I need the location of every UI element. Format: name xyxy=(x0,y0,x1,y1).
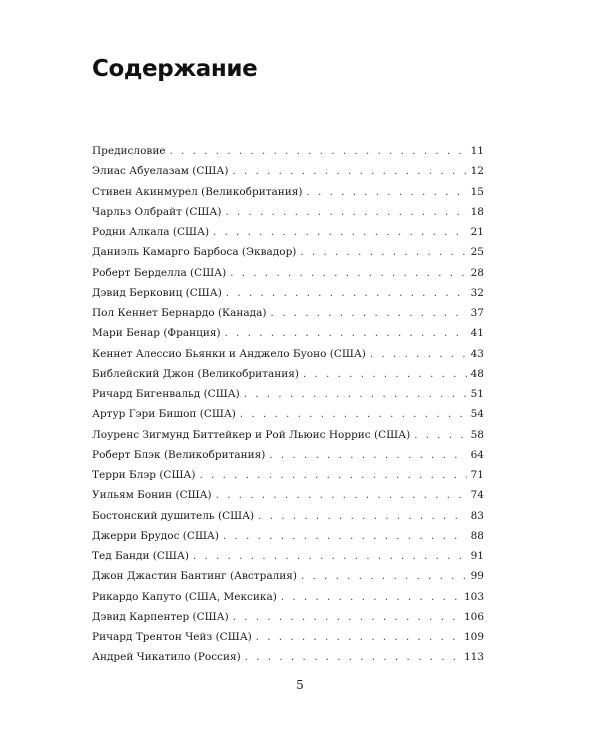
dot-leader xyxy=(303,365,467,385)
toc-entry-title: Андрей Чикатило (Россия) xyxy=(92,651,241,664)
dot-leader xyxy=(240,405,467,425)
toc-entry-page: 25 xyxy=(470,246,484,259)
dot-leader xyxy=(244,385,467,405)
toc-entry xyxy=(92,364,484,384)
dot-leader xyxy=(170,142,467,162)
toc-entry-title: Дэвид Берковиц (США) xyxy=(92,286,222,299)
toc-entry-title: Родни Алкала (США) xyxy=(92,226,210,238)
toc-entry xyxy=(92,485,484,505)
toc-entry xyxy=(92,242,484,262)
toc-entry xyxy=(92,445,484,465)
toc-entry xyxy=(92,263,484,283)
toc-entry xyxy=(92,627,484,647)
toc-entry xyxy=(92,283,484,303)
dot-leader xyxy=(301,567,467,587)
toc-entry-title: Предисловие xyxy=(92,145,166,157)
toc-entry-title: Дэвид Карпентер (США) xyxy=(92,610,229,623)
toc-entry xyxy=(92,607,484,627)
toc-entry-title: Роберт Блэк (Великобритания) xyxy=(92,448,266,461)
toc-entry xyxy=(92,404,484,424)
toc-entry xyxy=(92,384,484,404)
toc-entry xyxy=(92,647,484,667)
page-number: 5 xyxy=(296,678,304,692)
dot-leader xyxy=(216,486,467,506)
page-title: Содержание xyxy=(92,56,258,82)
toc-entry-page: 91 xyxy=(470,550,484,562)
dot-leader xyxy=(213,223,467,243)
toc-entry-page: 37 xyxy=(470,307,484,319)
toc-entry-page: 15 xyxy=(470,185,484,198)
toc-entry xyxy=(92,303,484,323)
dot-leader xyxy=(193,547,467,567)
dot-leader xyxy=(225,203,466,223)
toc-entry-title: Джон Джастин Бантинг (Австралия) xyxy=(92,570,297,583)
toc-entry-page: 51 xyxy=(470,388,484,400)
table-of-contents xyxy=(92,141,484,668)
toc-entry xyxy=(92,425,484,445)
dot-leader xyxy=(225,324,467,344)
toc-entry-page: 58 xyxy=(470,428,484,441)
toc-entry-page: 54 xyxy=(470,408,484,421)
toc-entry-title: Терри Блэр (США) xyxy=(92,469,196,481)
toc-entry xyxy=(92,202,484,222)
toc-entry xyxy=(92,566,484,586)
toc-entry-page: 103 xyxy=(463,590,484,603)
toc-entry-page: 64 xyxy=(470,448,484,461)
toc-entry-page: 18 xyxy=(470,205,484,218)
toc-entry-title: Даниэль Камарго Барбоса (Эквадор) xyxy=(92,246,297,259)
toc-entry xyxy=(92,506,484,526)
dot-leader xyxy=(370,345,467,365)
toc-entry-title: Ричард Трентон Чейз (США) xyxy=(92,631,252,643)
toc-entry xyxy=(92,182,484,202)
toc-entry-title: Уильям Бонин (США) xyxy=(92,489,212,502)
toc-entry-title: Мари Бенар (Франция) xyxy=(92,327,221,340)
toc-entry-page: 11 xyxy=(470,145,484,157)
dot-leader xyxy=(256,628,460,648)
dot-leader xyxy=(233,608,460,628)
dot-leader xyxy=(307,183,467,203)
dot-leader xyxy=(199,466,466,486)
toc-entry xyxy=(92,222,484,242)
toc-entry-page: 106 xyxy=(463,610,484,623)
dot-leader xyxy=(232,162,466,182)
dot-leader xyxy=(230,264,466,284)
toc-entry-page: 83 xyxy=(470,509,484,522)
dot-leader xyxy=(223,527,467,547)
toc-entry-title: Ричард Бигенвальд (США) xyxy=(92,388,240,400)
toc-entry-title: Артур Гэри Бишоп (США) xyxy=(92,408,236,421)
toc-entry-page: 12 xyxy=(470,165,484,178)
toc-entry-title: Элиас Абуелазам (США) xyxy=(92,165,229,178)
toc-entry-page: 41 xyxy=(470,327,484,340)
toc-entry-title: Рикардо Капуто (США, Мексика) xyxy=(92,590,277,603)
toc-entry xyxy=(92,465,484,485)
toc-entry-page: 28 xyxy=(470,266,484,279)
toc-entry xyxy=(92,526,484,546)
toc-entry xyxy=(92,323,484,343)
dot-leader xyxy=(269,446,466,466)
dot-leader xyxy=(281,588,460,608)
toc-entry-page: 43 xyxy=(470,347,484,360)
dot-leader xyxy=(258,507,466,527)
toc-entry-title: Джерри Брудос (США) xyxy=(92,529,219,542)
toc-entry-page: 48 xyxy=(470,367,484,380)
toc-entry-title: Библейский Джон (Великобритания) xyxy=(92,367,299,380)
toc-entry-title: Кеннет Алессио Бьянки и Анджело Буоно (США) xyxy=(92,347,366,360)
toc-entry-title: Лоуренс Зигмунд Биттейкер и Рой Льюис Норрис (США) xyxy=(92,428,411,441)
dot-leader xyxy=(271,304,467,324)
toc-entry-title: Стивен Акинмурел (Великобритания) xyxy=(92,185,303,198)
toc-entry-page: 32 xyxy=(470,286,484,299)
toc-entry-title: Чарльз Олбрайт (США) xyxy=(92,205,222,218)
dot-leader xyxy=(245,648,460,668)
toc-entry-page: 113 xyxy=(463,651,484,664)
toc-entry-page: 71 xyxy=(470,469,484,481)
toc-entry-title: Тед Банди (США) xyxy=(92,550,189,562)
toc-entry xyxy=(92,546,484,566)
toc-entry-title: Роберт Берделла (США) xyxy=(92,266,227,279)
toc-entry-title: Пол Кеннет Бернардо (Канада) xyxy=(92,307,267,319)
toc-entry-title: Бостонский душитель (США) xyxy=(92,509,255,522)
toc-entry xyxy=(92,344,484,364)
toc-entry xyxy=(92,587,484,607)
toc-entry-page: 74 xyxy=(470,489,484,502)
toc-entry-page: 88 xyxy=(470,529,484,542)
dot-leader xyxy=(300,243,466,263)
dot-leader xyxy=(414,426,466,446)
dot-leader xyxy=(226,284,467,304)
toc-entry-page: 109 xyxy=(463,631,484,643)
toc-entry xyxy=(92,161,484,181)
toc-entry-page: 21 xyxy=(470,226,484,238)
toc-entry-page: 99 xyxy=(470,570,484,583)
toc-entry xyxy=(92,141,484,161)
